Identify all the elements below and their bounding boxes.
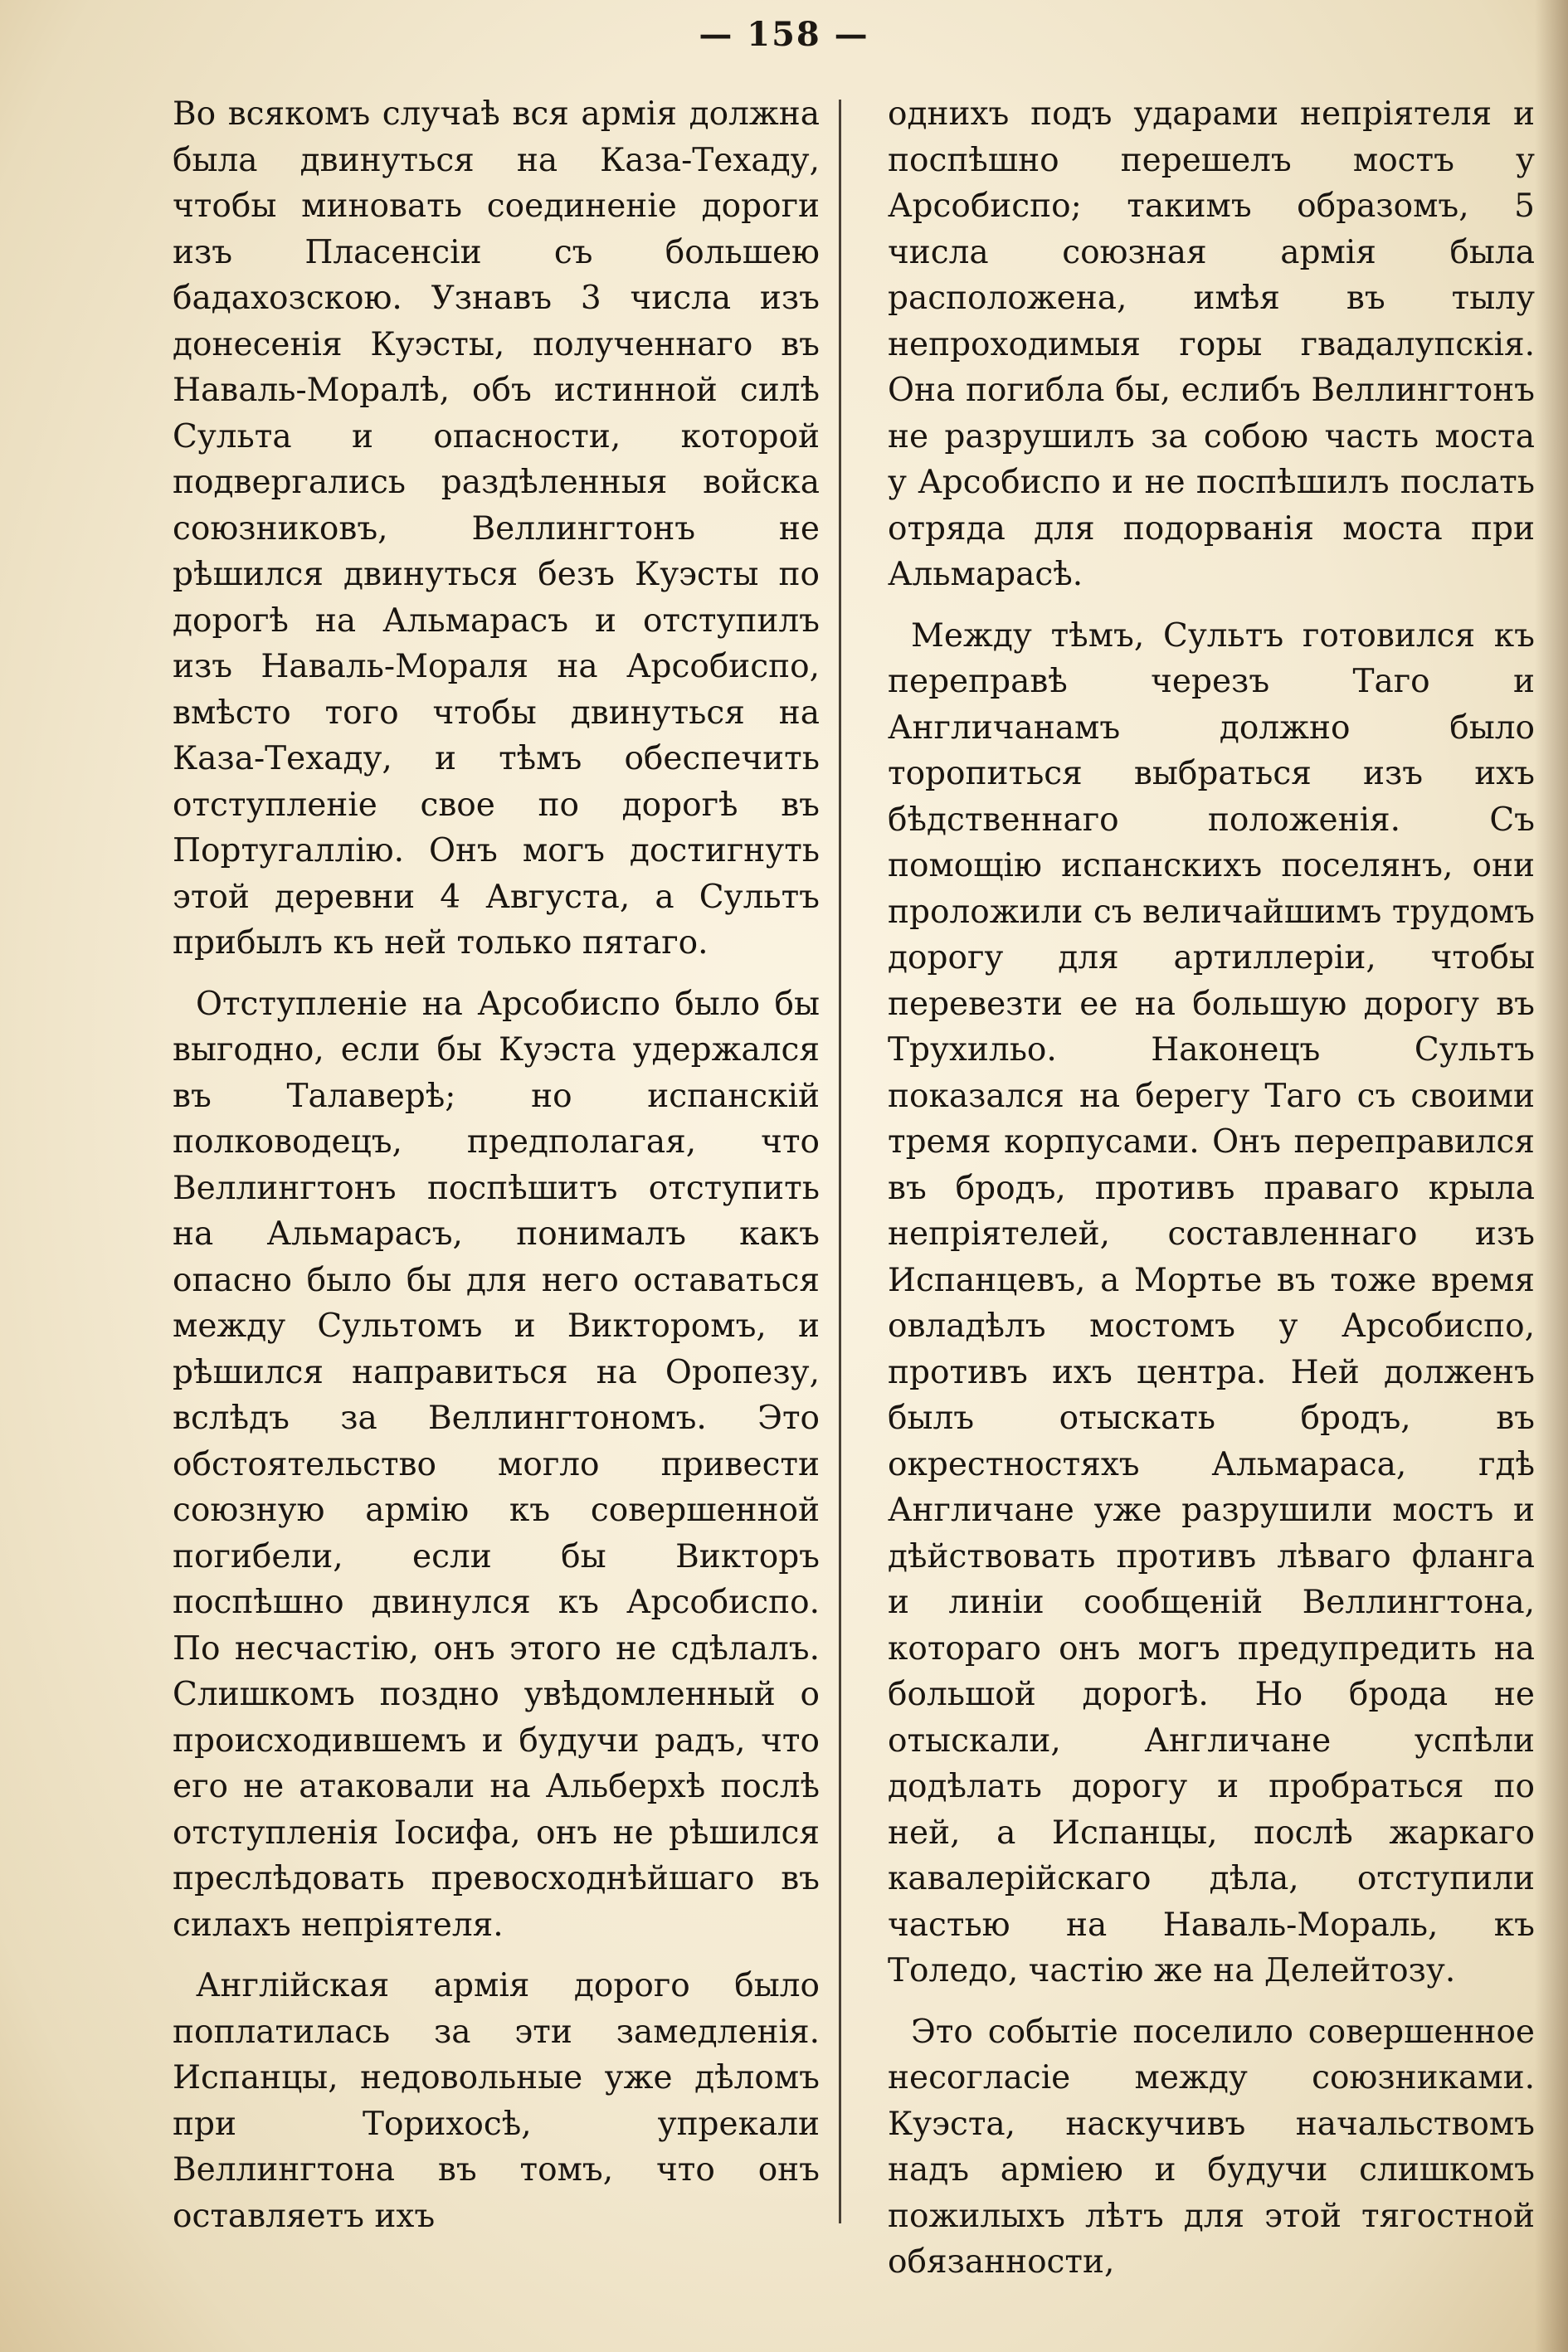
paragraph: Во всякомъ случаѣ вся армія должна была двинуться на Каза-Техаду, чтобы миновать соединеніе дороги изъ Пласенсіи съ большею бадахозскою. Узнавъ 3 числа изъ донесенія Куэсты, полученнаго въ Наваль-Моралѣ, объ истинной силѣ Сульта и опасности, которой подвергались раздѣленныя войска союзниковъ, Веллингтонъ не рѣшился двинуться безъ Куэсты по дорогѣ на Альмарасъ и отступилъ изъ Наваль-Мораля на Арсобиспо, вмѣсто того чтобы двинуться на Каза-Техаду, и тѣмъ обеспечить отступленіе свое по дорогѣ въ Португаллію. Онъ могъ достигнуть этой деревни 4 Августа, а Сультъ прибылъ къ ней только пятаго. [173,95,820,962]
page-number: — 158 — [699,15,869,54]
left-column [173,91,820,2281]
paragraph: Это событіе поселило совершенное несогласіе между союзниками. Куэста, наскучивъ начальствомъ надъ арміею и будучи слишкомъ пожилыхъ лѣтъ для этой тягостной обязанности, [888,2013,1535,2281]
paragraph: однихъ подъ ударами непріятеля и поспѣшно перешелъ мостъ у Арсобиспо; такимъ образомъ, 5 числа союзная армія была расположена, имѣя въ тылу непроходимыя горы гвадалупскія. Она погибла бы, еслибъ Веллингтонъ не разрушилъ за собою часть моста у Арсобиспо и не поспѣшилъ послать отряда для подорванія моста при Альмарасѣ. [888,95,1535,593]
page-edge-shadow [1535,0,1568,2352]
paragraph: Англійская армія дорого было поплатилась за эти замедленія. Испанцы, недовольные уже дѣломъ при Торихосѣ, упрекали Веллингтона въ томъ, что онъ оставляетъ ихъ [173,1967,820,2235]
right-column [888,91,1535,2281]
column-divider [839,100,841,2223]
paragraph: Между тѣмъ, Сультъ готовился къ переправѣ черезъ Таго и Англичанамъ должно было торопиться выбраться изъ ихъ бѣдственнаго положенія. Съ помощію испанскихъ поселянъ, они проложили съ величайшимъ трудомъ дорогу для артиллеріи, чтобы перевезти ее на большую дорогу въ Трухильо. Наконецъ Сультъ показался на берегу Таго съ своими тремя корпусами. Онъ переправился въ бродъ, противъ праваго крыла непріятелей, составленнаго изъ Испанцевъ, а Мортье въ тоже время овладѣлъ мостомъ у Арсобиспо, противъ ихъ центра. Ней долженъ былъ отыскать бродъ, въ окрестностяхъ Альмараса, гдѣ Англичане уже разрушили мостъ и дѣйствовать противъ лѣваго фланга и линіи сообщеній Веллингтона, котораго онъ могъ предупредить на большой дорогѣ. Но брода не отыскали, Англичане успѣли додѣлать дорогу и пробраться по ней, а Испанцы, послѣ жаркаго кавалерійскаго дѣла, отступили частью на Наваль-Мораль, къ Толедо, частію же на Делейтозу. [888,616,1535,1989]
paragraph: Отступленіе на Арсобиспо было бы выгодно, если бы Куэста удержался въ Талаверѣ; но испанскій полководецъ, предполагая, что Веллингтонъ поспѣшитъ отступить на Альмарасъ, понималъ какъ опасно было бы для него оставаться между Сультомъ и Викторомъ, и рѣшился направиться на Оропезу, вслѣдъ за Веллингтономъ. Это обстоятельство могло привести союзную армію къ совершенной погибели, если бы Викторъ поспѣшно двинулся къ Арсобиспо. По несчастію, онъ этого не сдѣлалъ. Слишкомъ поздно увѣдомленный о происходившемъ и будучи радъ, что его не атаковали на Альберхѣ послѣ отступленія Іосифа, онъ не рѣшился преслѣдовать превосходнѣйшаго въ силахъ непріятеля. [173,985,820,1944]
